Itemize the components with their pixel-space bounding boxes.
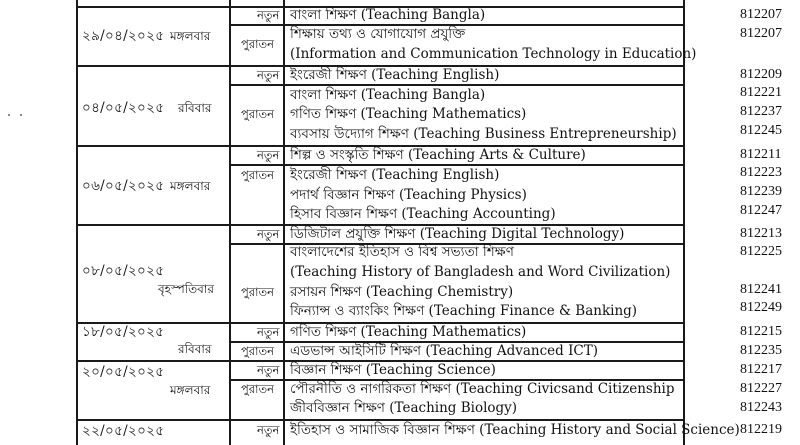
course-code: 812227 <box>740 381 782 396</box>
table-rule <box>283 0 285 445</box>
syllabus-old-label: পুরাতন <box>241 37 274 51</box>
exam-day: মঙ্গলবার <box>170 179 211 193</box>
syllabus-new-label: নতুন <box>257 227 280 241</box>
exam-day: রবিবার <box>178 342 212 356</box>
subject-title: বাংলা শিক্ষণ (Teaching Bangla) <box>290 87 486 103</box>
course-code: 812243 <box>740 400 782 415</box>
exam-day: মঙ্গলবার <box>170 383 211 397</box>
course-code: 812207 <box>740 7 782 22</box>
course-code: 812213 <box>740 226 782 241</box>
subject-title: রসায়ন শিক্ষণ (Teaching Chemistry) <box>290 284 514 300</box>
course-code: 812235 <box>740 343 782 358</box>
course-code: 812237 <box>740 104 782 119</box>
syllabus-old-label: পুরাতন <box>241 168 274 182</box>
subject-title-english: (Information and Communication Technology in Education) <box>290 46 697 62</box>
subject-title: ইংরেজী শিক্ষণ (Teaching English) <box>290 67 500 83</box>
subject-title: গণিত শিক্ষণ (Teaching Mathematics) <box>290 106 527 122</box>
course-code: 812207 <box>740 26 782 41</box>
exam-day: মঙ্গলবার <box>170 29 211 43</box>
subject-title: বিজ্ঞান শিক্ষণ (Teaching Science) <box>290 362 496 378</box>
syllabus-new-label: নতুন <box>257 8 280 22</box>
course-code: 812221 <box>740 85 782 100</box>
course-code: 812209 <box>740 67 782 82</box>
exam-day: বৃহস্পতিবার <box>158 282 214 296</box>
subject-title: বাংলাদেশের ইতিহাস ও বিশ্ব সভ্যতা শিক্ষণ <box>290 244 514 260</box>
subject-title: গণিত শিক্ষণ (Teaching Mathematics) <box>290 324 527 340</box>
subject-title: ডিজিটাল প্রযুক্তি শিক্ষণ (Teaching Digital Technology) <box>290 226 625 242</box>
exam-date: ২২/০৫/২০২৫ <box>82 423 165 439</box>
table-rule <box>683 0 685 445</box>
syllabus-new-label: নতুন <box>257 148 280 162</box>
scan-speck <box>20 114 22 116</box>
course-code: 812215 <box>740 324 782 339</box>
exam-date: ০৪/০৫/২০২৫ <box>82 100 165 116</box>
course-code: 812219 <box>740 422 782 437</box>
exam-date: ০৬/০৫/২০২৫ <box>82 178 165 194</box>
course-code: 812225 <box>740 244 782 259</box>
syllabus-old-label: পুরাতন <box>241 344 274 358</box>
subject-title-english: (Teaching History of Bangladesh and Word Civilization) <box>290 264 671 280</box>
course-code: 812217 <box>740 362 782 377</box>
syllabus-new-label: নতুন <box>257 68 280 82</box>
exam-date: ২৯/০৪/২০২৫ <box>82 28 165 44</box>
syllabus-old-label: পুরাতন <box>241 382 274 396</box>
subject-title: বাংলা শিক্ষণ (Teaching Bangla) <box>290 7 486 23</box>
course-code: 812247 <box>740 203 782 218</box>
syllabus-new-label: নতুন <box>257 423 280 437</box>
syllabus-old-label: পুরাতন <box>241 107 274 121</box>
exam-day: রবিবার <box>178 101 212 115</box>
subject-title: ব্যবসায় উদ্যোগ শিক্ষণ (Teaching Business Entrepreneurship) <box>290 126 677 142</box>
syllabus-old-label: পুরাতন <box>241 285 274 299</box>
course-code: 812223 <box>740 165 782 180</box>
exam-date: ২০/০৫/২০২৫ <box>82 364 165 380</box>
subject-title: ফিন্যান্স ও ব্যাংকিং শিক্ষণ (Teaching Finance & Banking) <box>290 303 638 319</box>
table-rule <box>76 0 78 445</box>
subject-title: এডভান্স আইসিটি শিক্ষণ (Teaching Advanced ICT) <box>290 343 599 359</box>
subject-title: ইতিহাস ও সামাজিক বিজ্ঞান শিক্ষণ (Teaching History and Social Science) <box>290 422 740 438</box>
syllabus-new-label: নতুন <box>257 325 280 339</box>
subject-title: জীববিজ্ঞান শিক্ষণ (Teaching Biology) <box>290 400 518 416</box>
course-code: 812239 <box>740 184 782 199</box>
subject-title: শিল্প ও সংস্কৃতি শিক্ষণ (Teaching Arts & Culture) <box>290 147 586 163</box>
subject-title: পদার্থ বিজ্ঞান শিক্ষণ (Teaching Physics) <box>290 187 527 203</box>
syllabus-new-label: নতুন <box>257 363 280 377</box>
subject-title: শিক্ষায় তথ্য ও যোগাযোগ প্রযুক্তি <box>290 26 466 42</box>
course-code: 812249 <box>740 300 782 315</box>
subject-title: হিসাব বিজ্ঞান শিক্ষণ (Teaching Accounting) <box>290 206 556 222</box>
course-code: 812245 <box>740 123 782 138</box>
scan-speck <box>8 114 10 116</box>
exam-date: ০৮/০৫/২০২৫ <box>82 263 165 279</box>
subject-title: পৌরনীতি ও নাগরিকতা শিক্ষণ (Teaching Civicsand Citizenship <box>290 381 675 397</box>
subject-title: ইংরেজী শিক্ষণ (Teaching English) <box>290 167 500 183</box>
course-code: 812211 <box>740 147 782 162</box>
course-code: 812241 <box>740 282 782 297</box>
exam-date: ১৮/০৫/২০২৫ <box>82 324 165 340</box>
table-rule <box>229 0 231 445</box>
